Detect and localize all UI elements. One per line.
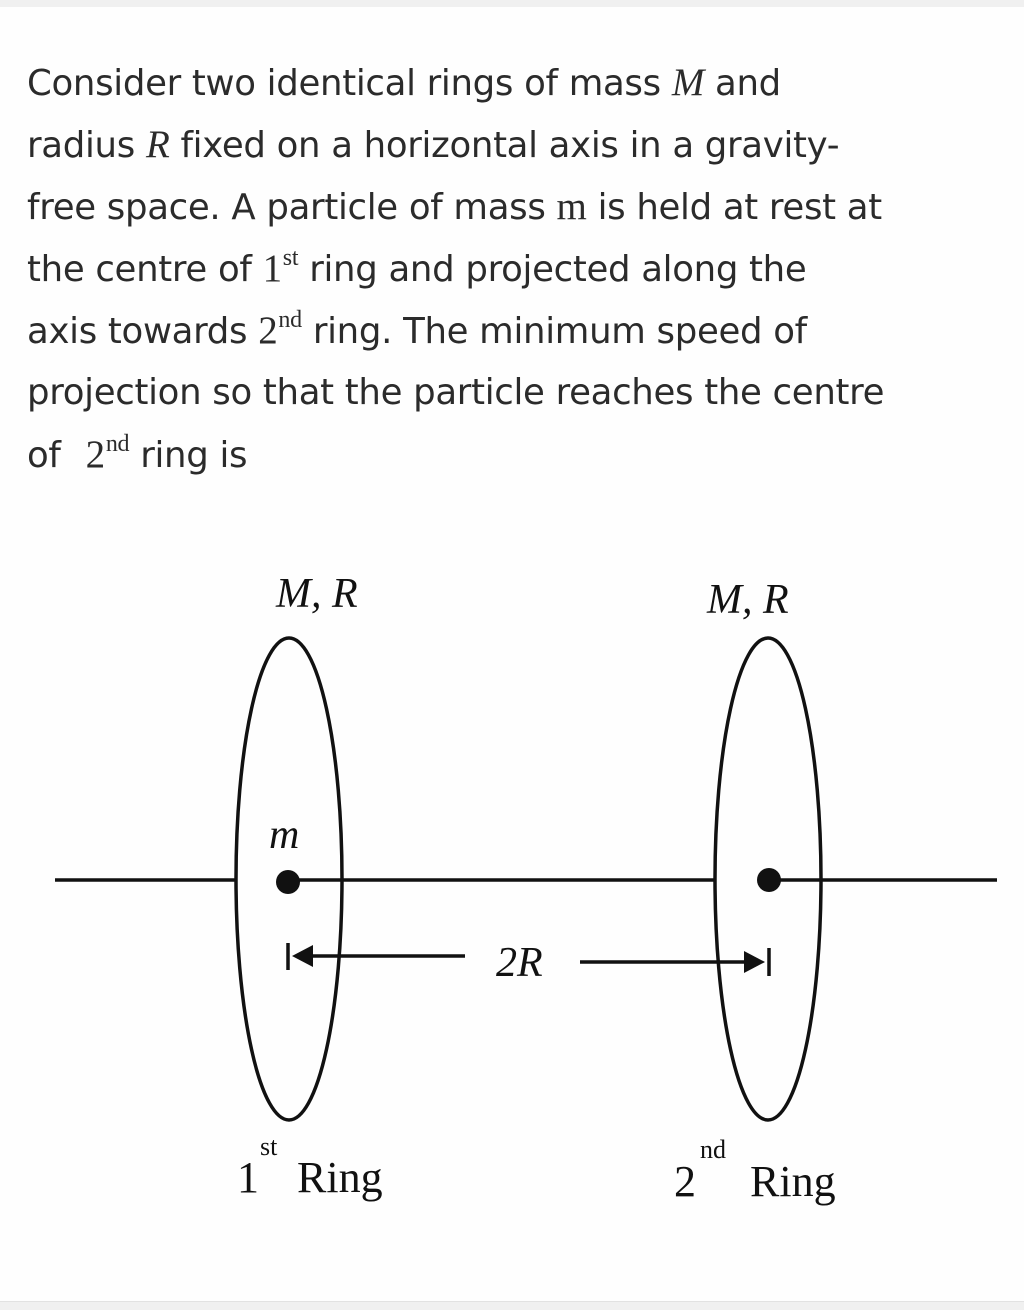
text: Consider two identical rings of mass [27,63,672,104]
ring-2-center-dot-icon [757,868,781,892]
arrowhead-left-icon [292,945,313,967]
distance-label: 2R [496,940,543,986]
particle-dot-icon [276,870,300,894]
text: ring is [129,435,248,476]
ring-1-bottom-word: Ring [297,1153,383,1202]
math-ordinal-number: 2 [85,433,105,476]
math-ordinal-number: 1 [262,247,282,290]
ring-2-bottom-word: Ring [750,1157,836,1206]
math-ordinal-number: 2 [258,309,278,352]
math-symbol-M: M [671,61,704,104]
text: ring. The minimum speed of [301,311,807,352]
text: of [27,435,72,476]
text: axis towards [27,311,259,352]
text: is held at rest at [586,187,882,228]
math-ordinal-suffix: nd [278,307,302,333]
math-ordinal-suffix: st [282,245,299,271]
text: radius [27,125,146,166]
ring-1-bottom-suffix: st [260,1132,278,1161]
arrowhead-right-icon [744,951,765,973]
text: free space. A particle of mass [27,187,557,228]
math-symbol-R: R [145,123,170,166]
math-symbol-m: m [556,185,587,228]
particle-label: m [269,812,300,858]
text: the centre of [27,249,263,290]
ring-2-bottom-suffix: nd [700,1135,726,1164]
text: and [704,63,781,104]
bottom-bar [0,1301,1024,1310]
ring-2-top-label: M, R [707,577,789,623]
text: ring and projected along the [298,249,807,290]
ring-1-bottom-number: 1 [237,1153,259,1202]
ring-1-top-label: M, R [276,571,358,617]
ring-2-bottom-number: 2 [674,1157,696,1206]
text: fixed on a horizontal axis in a gravity- [169,125,840,166]
math-ordinal-suffix: nd [105,431,130,457]
text: projection so that the particle reaches the centre [27,372,885,413]
